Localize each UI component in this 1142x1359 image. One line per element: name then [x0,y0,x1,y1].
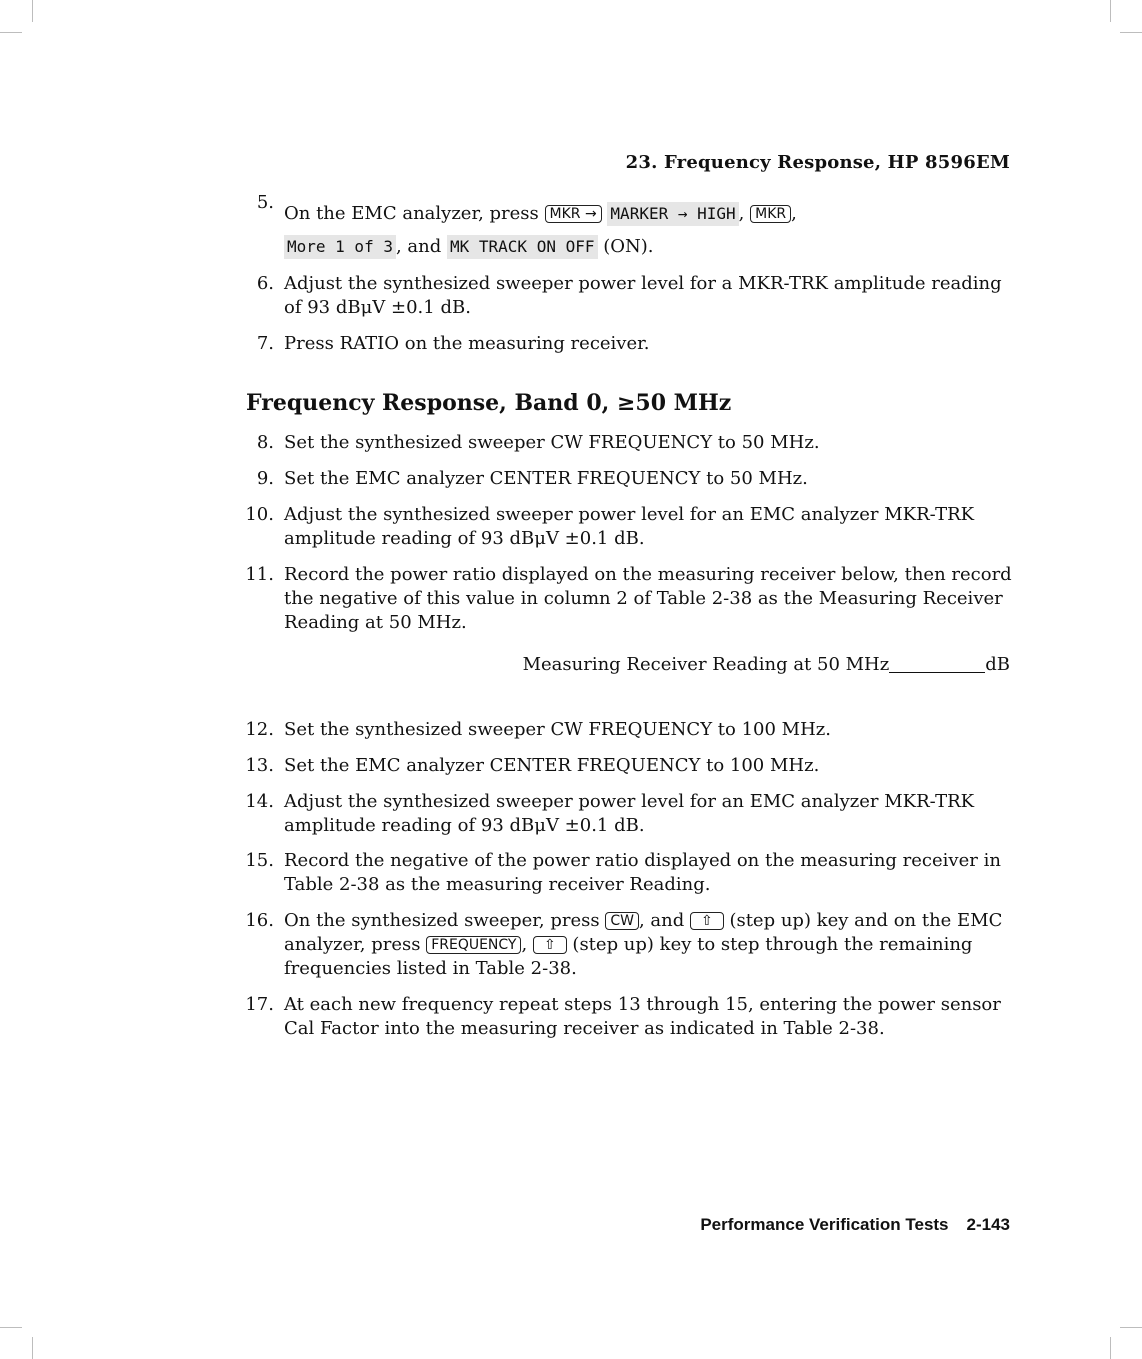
step-text: On the synthesized sweeper, press [284,910,600,931]
crop-mark [1120,32,1142,33]
step-number: 5. [256,192,274,213]
step-text: Adjust the synthesized sweeper power level for a MKR-TRK amplitude reading of 93 dBμV ±0.1 dB. [284,273,1002,318]
step-15 [244,849,1014,897]
step-6 [244,272,1014,320]
section-title: Frequency Response, Band 0, ≥50 MHz [246,390,732,416]
step-number: 9. [256,468,274,489]
running-head: 23. Frequency Response, HP 8596EM [625,152,1010,173]
page-footer [700,1215,1010,1235]
mk-track-on-off-softkey[interactable]: MK TRACK ON OFF [447,235,598,259]
footer-title: Performance Verification Tests [700,1215,949,1234]
step-text: , [738,203,745,224]
step-number: 13. [245,755,274,776]
step-8 [244,431,1014,455]
cw-key[interactable]: CW [605,912,639,930]
step-text: On the EMC analyzer, press [284,203,539,224]
mkr-arrow-key[interactable]: MKR → [545,205,602,223]
crop-mark [1110,0,1111,22]
step-number: 7. [256,333,274,354]
page-number: 2-143 [966,1215,1010,1234]
marker-high-softkey[interactable]: MARKER → HIGH [607,202,738,226]
crop-mark [0,32,22,33]
record-label: Measuring Receiver Reading at 50 MHz [522,654,890,675]
step-number: 10. [245,504,274,525]
step-10 [244,503,1014,551]
crop-mark [32,0,33,22]
step-number: 12. [245,719,274,740]
step-14 [244,790,1014,838]
step-text: Press RATIO on the measuring receiver. [284,333,650,354]
step-up-key[interactable]: ⇧ [690,912,724,930]
mkr-key[interactable]: MKR [750,205,791,223]
step-5 [244,192,1014,263]
step-text: Set the synthesized sweeper CW FREQUENCY to 50 MHz. [284,432,820,453]
step-text: , [521,934,528,955]
step-number: 14. [245,791,274,812]
step-text: Set the EMC analyzer CENTER FREQUENCY to 50 MHz. [284,468,808,489]
crop-mark [1110,1337,1111,1359]
crop-mark [0,1327,22,1328]
step-number: 11. [245,564,274,585]
step-text: (step up) key to step through the remaining frequencies listed in Table 2-38. [284,934,973,979]
step-text: Record the power ratio displayed on the measuring receiver below, then record the negative of this value in column 2 of Table 2-38 as the Measuring Receiver Reading at 50 MHz. [284,564,1012,633]
step-text: , and [395,236,442,257]
step-7 [244,332,1014,356]
step-text: Record the negative of the power ratio displayed on the measuring receiver in Table 2-38 as the measuring receiver Reading. [284,850,1001,895]
step-text: (step up) key and on the EMC analyzer, press [284,910,1003,955]
step-17 [244,993,1014,1041]
step-text: At each new frequency repeat steps 13 through 15, entering the power sensor Cal Factor into the measuring receiver as indicated in Table 2-38. [284,994,1001,1039]
crop-mark [1120,1327,1142,1328]
crop-mark [32,1337,33,1359]
step-text: Adjust the synthesized sweeper power level for an EMC analyzer MKR-TRK amplitude reading of 93 dBμV ±0.1 dB. [284,504,975,549]
record-unit: dB [985,654,1010,675]
record-blank[interactable] [889,654,985,673]
step-12 [244,718,1014,742]
step-text: Set the synthesized sweeper CW FREQUENCY to 100 MHz. [284,719,832,740]
frequency-key[interactable]: FREQUENCY [426,936,521,954]
more-1-of-3-softkey[interactable]: More 1 of 3 [284,235,396,259]
step-number: 16. [245,910,274,931]
step-number: 8. [256,432,274,453]
step-number: 17. [245,994,274,1015]
step-11 [244,563,1014,635]
step-text: Adjust the synthesized sweeper power level for an EMC analyzer MKR-TRK amplitude reading of 93 dBμV ±0.1 dB. [284,791,975,836]
step-text: Set the EMC analyzer CENTER FREQUENCY to 100 MHz. [284,755,820,776]
step-number: 15. [245,850,274,871]
step-13 [244,754,1014,778]
record-line [523,654,1010,675]
step-16 [244,909,1014,981]
step-up-key[interactable]: ⇧ [533,936,567,954]
step-text: (ON). [603,236,654,257]
step-number: 6. [256,273,274,294]
step-text: , and [638,910,685,931]
step-9 [244,467,1014,491]
step-text: , [791,203,797,224]
